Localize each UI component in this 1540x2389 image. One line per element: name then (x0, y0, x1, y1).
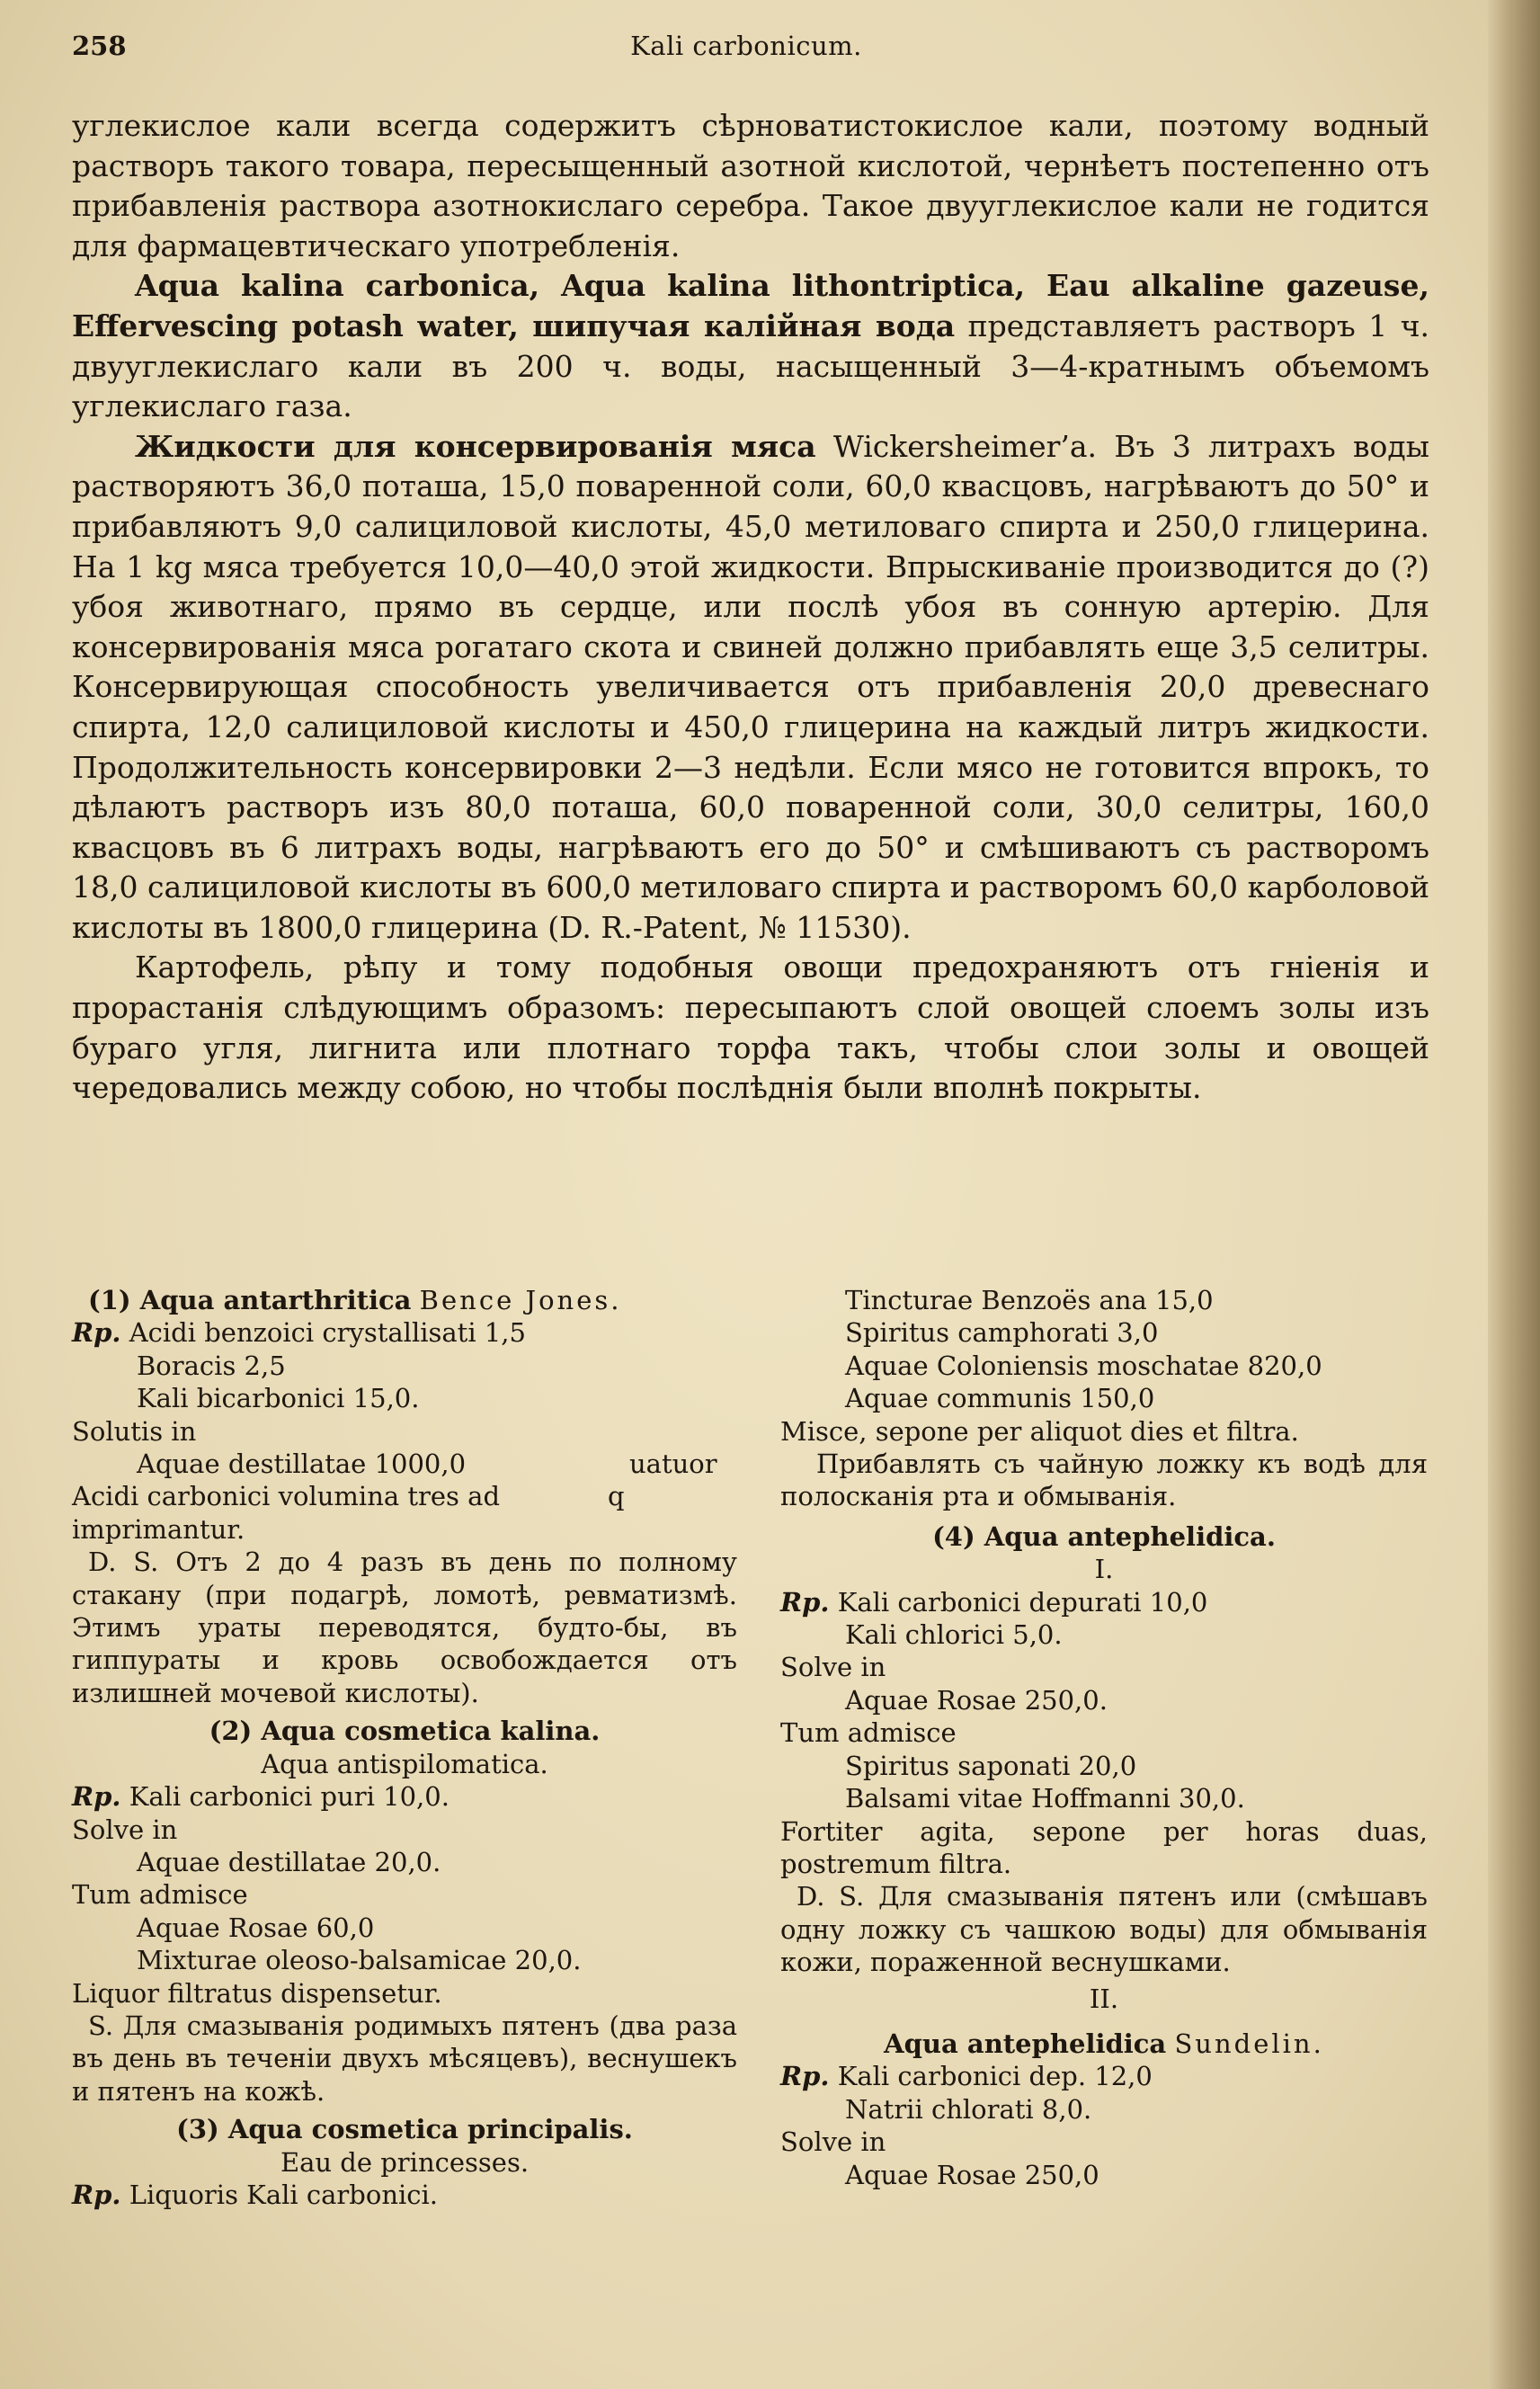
recipe-line: Aquae destillatae 20,0. (137, 1846, 441, 1877)
recipe-line: Solve in (780, 2126, 886, 2158)
paragraph-2-heading: Aqua kalina carbonica, Aqua kalina lithontriptica, Eau alkaline gazeuse, Effervescing potash water, шипучая калійная вода (72, 268, 1429, 343)
recipe-4-part-i: I. (1094, 1554, 1114, 1585)
recipe-line: Fortiter agita, sepone per horas duas, postremum filtra. (780, 1815, 1428, 1879)
recipe-line: Kali chlorici 5,0. (845, 1619, 1063, 1651)
page-header (72, 25, 1420, 70)
running-title: Kali carbonicum. (630, 31, 862, 61)
recipe-line: Aquae destillatae 1000,0 uatuor (137, 1449, 717, 1480)
recipe-3-title: (3) Aqua cosmetica principalis. (176, 2114, 633, 2145)
recipe-line: Aquae Rosae 250,0. (845, 1684, 1108, 1716)
rp-mark: Rp. (780, 1586, 830, 1618)
recipe-2-signa: S. Для смазыванія родимыхъ пятенъ (два раза въ день въ теченіи двухъ мѣсяцевъ), веснушекъ и пятенъ на кожѣ. (72, 2010, 737, 2107)
recipe-line: Rp. Kali carbonici depurati 10,0 (780, 1586, 1208, 1618)
recipe-line: Solutis in (72, 1415, 197, 1447)
recipe-line: Solve in (72, 1814, 178, 1845)
rp-mark: Rp. (72, 1781, 121, 1813)
recipe-line: Aquae Rosae 250,0 (845, 2159, 1099, 2190)
recipe-line: Aquae communis 150,0 (845, 1383, 1155, 1414)
recipe-line: Tum admisce (72, 1879, 248, 1911)
recipe-2-subtitle: Aqua antispilomatica. (261, 1748, 548, 1779)
paragraph-3-heading: Жидкости для консервированія мяса (135, 428, 816, 464)
paragraph-3-author: Wickersheimer’а. (815, 428, 1098, 464)
recipe-line: Acidi carbonici volumina tres ad q (72, 1481, 625, 1512)
recipe-line: Kali bicarbonici 15,0. (137, 1383, 420, 1414)
recipe-line: Aquae Coloniensis moschatae 820,0 (845, 1350, 1322, 1381)
recipe-line: imprimantur. (72, 1513, 245, 1545)
paragraph-1: углекислое кали всегда содержитъ сѣрноватистокислое кали, поэтому водный растворъ такого товара, пересыщенный азотной кислотой, чернѣетъ постепенно отъ прибавленія раствора азотнокислаго серебра. Такое двууглекислое кали не годится для фармацевтическаго употребленія. (72, 108, 1429, 263)
recipe-line: Balsami vitae Hoffmanni 30,0. (845, 1783, 1245, 1814)
recipe-line: Natrii chlorati 8,0. (845, 2093, 1092, 2125)
recipe-4-title: (4) Aqua antephelidica. (932, 1520, 1276, 1552)
page-number: 258 (72, 31, 127, 61)
recipe-line: Tum admisce (780, 1717, 957, 1749)
recipe-line: Liquor filtratus dispensetur. (72, 1977, 442, 2009)
right-column (780, 1284, 1428, 2191)
recipe-1-title: (1) Aqua antarthritica Bence Jones. (88, 1285, 622, 1315)
rp-mark: Rp. (72, 2179, 121, 2210)
recipe-5-title: Aqua antephelidica Sundelin. (884, 2028, 1324, 2059)
recipe-line: Rp. Acidi benzoici crystallisati 1,5 (72, 1317, 526, 1349)
paragraph-2-text: представляетъ растворъ 1 ч. двууглекислаго кали въ 200 ч. воды, насыщенный 3—4-кратнымъ объемомъ углекислаго газа. (72, 308, 1430, 424)
recipe-2-title: (2) Aqua cosmetica kalina. (209, 1716, 601, 1747)
recipe-3-note: Прибавлять съ чайную ложку къ водѣ для полосканія рта и обмыванія. (780, 1449, 1428, 1512)
left-column (72, 1284, 737, 2211)
recipe-line: Misce, sepone per aliquot dies et filtra. (780, 1415, 1299, 1447)
recipe-line: Spiritus camphorati 3,0 (845, 1317, 1159, 1349)
paragraph-3 (72, 427, 1429, 949)
recipe-line: Rp. Kali carbonici puri 10,0. (72, 1781, 450, 1813)
main-text (72, 106, 1429, 1109)
recipe-line: Aquae Rosae 60,0 (137, 1912, 375, 1943)
rp-mark: Rp. (780, 2061, 830, 2092)
recipe-line: Boracis 2,5 (137, 1350, 286, 1381)
rp-mark: Rp. (72, 1317, 121, 1349)
recipe-line: Mixturae oleoso-balsamicae 20,0. (137, 1945, 582, 1976)
page-edge (1488, 0, 1540, 2389)
recipe-4-signa: D. S. Для смазыванія пятенъ или (смѣшавъ одну ложку съ чашкою воды) для обмыванія кожи, пораженной веснушками. (780, 1881, 1428, 1978)
recipe-1-signa: D. S. Отъ 2 до 4 разъ въ день по полному стакану (при подагрѣ, ломотѣ, ревматизмѣ. Этимъ ураты переводятся, будто-бы, въ гиппураты и кровь освобождается отъ излишней мочевой кислоты). (72, 1547, 737, 1708)
recipe-line: Solve in (780, 1652, 886, 1683)
recipe-line: Tincturae Benzoës ana 15,0 (845, 1285, 1214, 1315)
paragraph-3-text: Въ 3 литрахъ воды растворяютъ 36,0 поташа, 15,0 поваренной соли, 60,0 квасцовъ, нагрѣваютъ до 50° и прибавляютъ 9,0 салициловой кислоты, 45,0 метиловаго спирта и 250,0 глицерина. На 1 kg мяса требуется 10,0—40,0 этой жидкости. Впрыскиваніе производится до (?) убоя животнаго, прямо въ сердце, или послѣ убоя въ сонную артерію. Для консервированія мяса рогатаго скота и свиней должно прибавлять еще 3,5 селитры. Консервирующая способность увеличивается отъ прибавленія 20,0 древеснаго спирта, 12,0 салициловой кислоты и 450,0 глицерина на каждый литръ жидкости. Продолжительность консервировки 2—3 недѣли. Если мясо не готовится впрокъ, то дѣлаютъ растворъ изъ 80,0 поташа, 60,0 поваренной соли, 30,0 селитры, 160,0 квасцовъ въ 6 литрахъ воды, нагрѣваютъ его до 50° и смѣшиваютъ съ растворомъ 18,0 салициловой кислоты въ 600,0 метиловаго спирта и растворомъ 60,0 карболовой кислоты въ 1800,0 глицерина (D. R.-Patent, № 11530). (72, 428, 1429, 945)
paragraph-2 (72, 266, 1429, 426)
recipe-line: Rp. Kali carbonici dep. 12,0 (780, 2061, 1153, 2092)
recipe-3-subtitle: Eau de princesses. (280, 2146, 530, 2178)
recipe-4-part-ii: II. (1089, 1983, 1119, 2014)
paragraph-4: Картофель, рѣпу и тому подобныя овощи предохраняютъ отъ гніенія и прорастанія слѣдующимъ образомъ: пересыпаютъ слой овощей слоемъ золы изъ бураго угля, лигнита или плотнаго торфа такъ, чтобы слои золы и овощей чередовались между собою, но чтобы послѣднія были вполнѣ покрыты. (72, 949, 1429, 1106)
recipe-line: Rp. Liquoris Kali carbonici. (72, 2179, 439, 2210)
recipe-line: Spiritus saponati 20,0 (845, 1750, 1137, 1781)
